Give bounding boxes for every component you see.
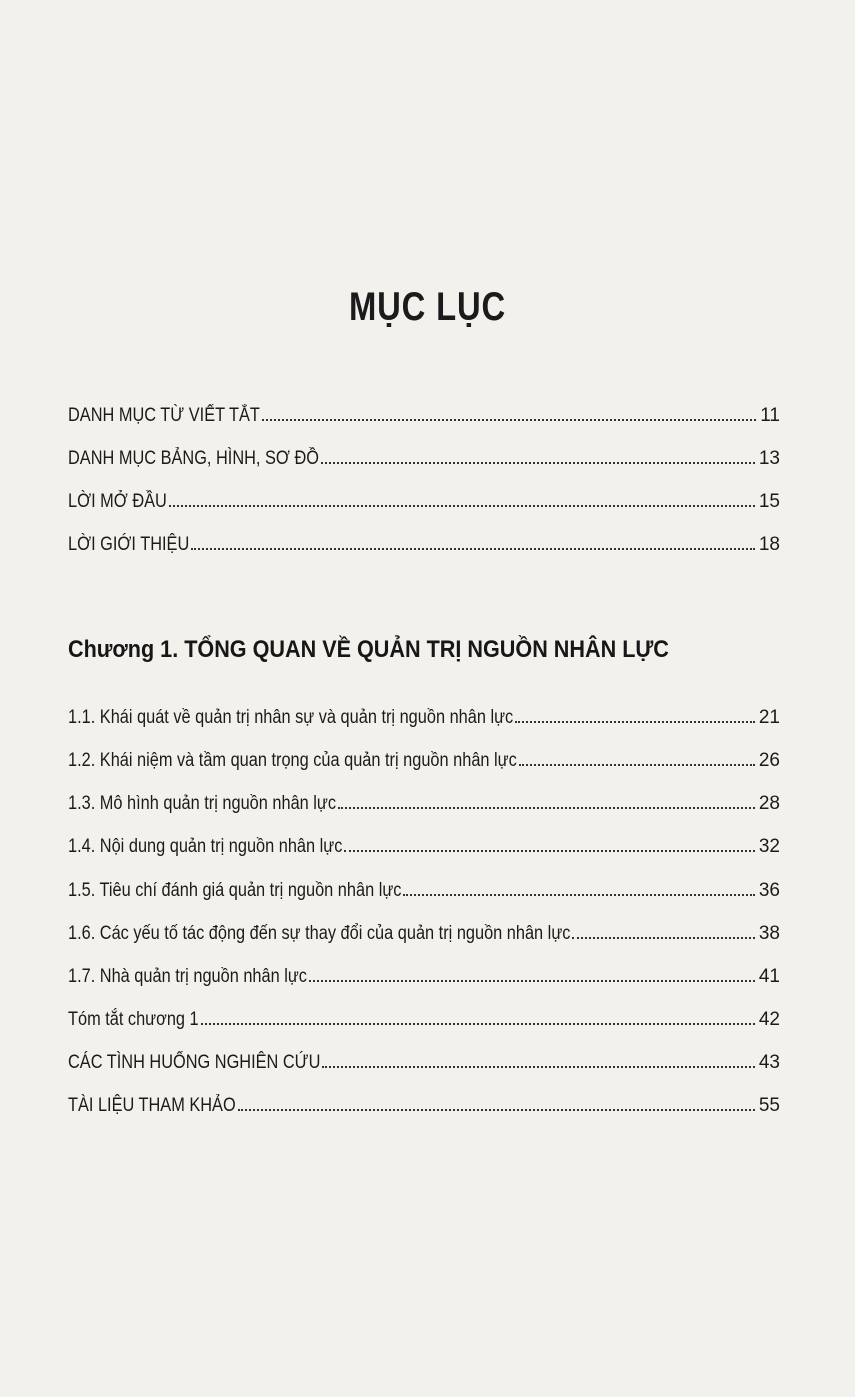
toc-entry-label: 1.4. Nội dung quản trị nguồn nhân lực xyxy=(68,836,343,857)
toc-entry-page: 26 xyxy=(758,750,780,771)
toc-entry-page: 13 xyxy=(758,448,780,469)
toc-entry-label: CÁC TÌNH HUỐNG NGHIÊN CỨU xyxy=(68,1052,321,1073)
page-title: MỤC LỤC xyxy=(349,285,506,329)
toc-entry-page: 21 xyxy=(758,707,780,728)
toc-entry xyxy=(68,1008,780,1032)
dot-leader xyxy=(201,1023,755,1025)
toc-entry-label: LỜI MỞ ĐẦU xyxy=(68,491,167,512)
toc-entry-label: 1.5. Tiêu chí đánh giá quản trị nguồn nhân lực xyxy=(68,880,402,901)
toc-entry-page: 18 xyxy=(758,534,780,555)
toc-entry-label: TÀI LIỆU THAM KHẢO xyxy=(68,1095,236,1116)
toc-entry-page: 36 xyxy=(758,880,780,901)
toc-entry-label: 1.3. Mô hình quản trị nguồn nhân lực xyxy=(68,793,337,814)
dot-leader xyxy=(321,462,755,464)
toc-entry xyxy=(68,404,780,428)
toc-entry-label: 1.7. Nhà quản trị nguồn nhân lực xyxy=(68,966,307,987)
toc-entry xyxy=(68,792,780,816)
toc-entry-page: 28 xyxy=(758,793,780,814)
toc-entry-page: 15 xyxy=(758,491,780,512)
toc-entry-label: LỜI GIỚI THIỆU xyxy=(68,534,190,555)
toc-entry-label: DANH MỤC BẢNG, HÌNH, SƠ ĐỒ xyxy=(68,448,319,469)
dot-leader xyxy=(338,807,755,809)
toc-entry xyxy=(68,749,780,773)
dot-leader xyxy=(322,1066,754,1068)
toc-entry xyxy=(68,533,780,557)
toc-entry-label: Tóm tắt chương 1 xyxy=(68,1009,199,1030)
chapter-heading: Chương 1. TỔNG QUAN VỀ QUẢN TRỊ NGUỒN NHÂN LỰC xyxy=(68,636,669,663)
toc-entry xyxy=(68,835,780,859)
toc-entry-label: 1.1. Khái quát về quản trị nhân sự và quản trị nguồn nhân lực xyxy=(68,707,514,728)
toc-entry xyxy=(68,447,780,471)
toc-entry xyxy=(68,965,780,989)
toc-entry-page: 11 xyxy=(760,405,780,426)
dot-leader xyxy=(191,548,755,550)
toc-entry-page: 41 xyxy=(758,966,780,987)
toc-entry-page: 43 xyxy=(758,1052,780,1073)
dot-leader xyxy=(238,1109,755,1111)
dot-leader xyxy=(572,937,754,939)
toc-entry-label: 1.2. Khái niệm và tầm quan trọng của quản trị nguồn nhân lực xyxy=(68,750,517,771)
toc-entry-label: 1.6. Các yếu tố tác động đến sự thay đổi của quản trị nguồn nhân lực xyxy=(68,923,571,944)
toc-entry xyxy=(68,706,780,730)
toc-entry xyxy=(68,879,780,903)
dot-leader xyxy=(403,894,754,896)
toc-entry xyxy=(68,490,780,514)
dot-leader xyxy=(519,764,755,766)
toc-entry-page: 32 xyxy=(758,836,780,857)
toc-entry xyxy=(68,922,780,946)
toc-entry-page: 55 xyxy=(758,1095,780,1116)
toc-entry-page: 42 xyxy=(758,1009,780,1030)
toc-entry xyxy=(68,1094,780,1118)
toc-entry-label: DANH MỤC TỪ VIẾT TẮT xyxy=(68,405,260,426)
toc-entry-page: 38 xyxy=(758,923,780,944)
dot-leader xyxy=(262,419,756,421)
dot-leader xyxy=(344,850,754,852)
dot-leader xyxy=(309,980,755,982)
dot-leader xyxy=(169,505,755,507)
dot-leader xyxy=(515,721,755,723)
toc-entry xyxy=(68,1051,780,1075)
